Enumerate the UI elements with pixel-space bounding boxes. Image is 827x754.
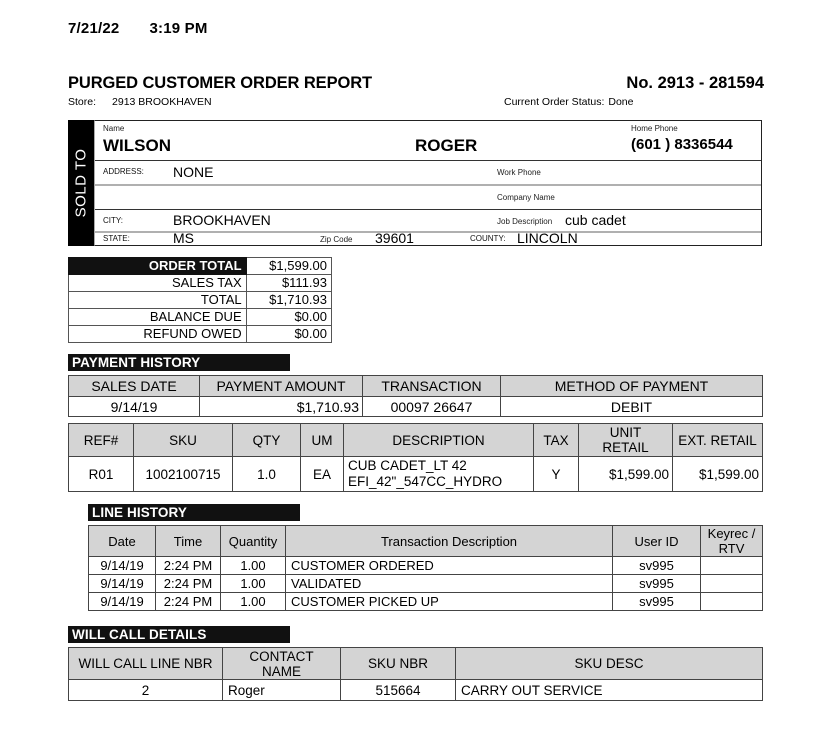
lineitem-description-line1: CUB CADET_LT 42 — [348, 458, 467, 473]
store-value: 2913 BROOKHAVEN — [112, 96, 212, 108]
table-row — [69, 292, 332, 309]
total-amount: $0.00 — [246, 309, 331, 326]
column-header-ref: REF# — [69, 424, 134, 457]
lineitem-tax: Y — [534, 457, 579, 492]
history-user-id: sv995 — [613, 575, 701, 593]
lineitem-sku: 1002100715 — [134, 457, 233, 492]
job-description-value: cub cadet — [565, 212, 626, 228]
county-label: COUNTY: — [470, 234, 506, 243]
total-amount: $1,599.00 — [246, 258, 331, 275]
sold-to-label: SOLD TO — [72, 148, 90, 218]
column-header-tax: TAX — [534, 424, 579, 457]
contact-name-line1: CONTACT — [249, 648, 314, 664]
unit-retail-line2: RETAIL — [602, 440, 649, 455]
history-description: CUSTOMER PICKED UP — [286, 593, 613, 611]
will-call-table — [68, 647, 763, 701]
history-keyrec — [701, 575, 763, 593]
table-row — [69, 326, 332, 343]
table-row — [89, 557, 763, 575]
sold-to-company-row — [95, 186, 761, 210]
payment-transaction: 00097 26647 — [363, 397, 501, 417]
lineitem-um: EA — [301, 457, 344, 492]
lineitem-description — [344, 457, 534, 492]
sold-to-grid — [94, 120, 762, 246]
unit-retail-line1: UNIT — [609, 425, 642, 440]
willcall-sku-desc: CARRY OUT SERVICE — [456, 680, 763, 701]
city-value: BROOKHAVEN — [173, 212, 271, 228]
payment-amount: $1,710.93 — [200, 397, 363, 417]
sold-to-label-bar — [68, 120, 94, 246]
keyrec-line1: Keyrec / — [707, 526, 756, 541]
address-value: NONE — [173, 164, 214, 180]
table-header-row — [89, 526, 763, 557]
history-user-id: sv995 — [613, 557, 701, 575]
history-date: 9/14/19 — [89, 557, 156, 575]
page-title: PURGED CUSTOMER ORDER REPORT — [68, 74, 373, 92]
city-label: CITY: — [103, 216, 124, 225]
contact-name-line2: NAME — [261, 663, 301, 679]
table-header-row — [69, 376, 763, 397]
table-header-row — [69, 648, 763, 680]
column-header-sku-nbr: SKU NBR — [341, 648, 456, 680]
store-label: Store: — [68, 96, 97, 108]
column-header-payment-amount: PAYMENT AMOUNT — [200, 376, 363, 397]
sold-to-state-row — [95, 230, 761, 246]
state-label: STATE: — [103, 234, 130, 243]
column-header-sku-desc: SKU DESC — [456, 648, 763, 680]
name-label: Name — [103, 124, 125, 133]
history-description: VALIDATED — [286, 575, 613, 593]
column-header-transaction: TRANSACTION — [363, 376, 501, 397]
history-keyrec — [701, 557, 763, 575]
work-phone-label: Work Phone — [497, 168, 541, 177]
history-keyrec — [701, 593, 763, 611]
column-header-qty: QTY — [233, 424, 301, 457]
line-items-table — [68, 423, 763, 492]
table-row — [89, 575, 763, 593]
payment-sales-date: 9/14/19 — [69, 397, 200, 417]
table-row — [69, 275, 332, 292]
willcall-sku-nbr: 515664 — [341, 680, 456, 701]
column-header-um: UM — [301, 424, 344, 457]
print-date: 7/21/22 — [68, 20, 120, 37]
order-status-value: Done — [608, 96, 634, 108]
column-header-method-of-payment: METHOD OF PAYMENT — [501, 376, 763, 397]
history-description: CUSTOMER ORDERED — [286, 557, 613, 575]
column-header-sku: SKU — [134, 424, 233, 457]
column-header-description: DESCRIPTION — [344, 424, 534, 457]
lineitem-ref: R01 — [69, 457, 134, 492]
history-quantity: 1.00 — [221, 557, 286, 575]
table-row — [69, 397, 763, 417]
lineitem-ext-retail: $1,599.00 — [673, 457, 763, 492]
history-user-id: sv995 — [613, 593, 701, 611]
history-time: 2:24 PM — [156, 575, 221, 593]
history-date: 9/14/19 — [89, 575, 156, 593]
column-header-time: Time — [156, 526, 221, 557]
column-header-unit-retail — [579, 424, 673, 457]
store-line — [68, 96, 212, 108]
column-header-keyrec-rtv — [701, 526, 763, 557]
column-header-sales-date: SALES DATE — [69, 376, 200, 397]
total-amount: $111.93 — [246, 275, 331, 292]
willcall-line-nbr: 2 — [69, 680, 223, 701]
line-history-banner: LINE HISTORY — [88, 504, 300, 521]
line-history-table — [88, 525, 763, 611]
column-header-user-id: User ID — [613, 526, 701, 557]
print-time: 3:19 PM — [149, 20, 208, 37]
column-header-ext-retail: EXT. RETAIL — [673, 424, 763, 457]
order-status-line — [504, 96, 633, 108]
history-quantity: 1.00 — [221, 593, 286, 611]
address-label: ADDRESS: — [103, 167, 144, 176]
customer-last-name: WILSON — [103, 136, 171, 155]
will-call-banner: WILL CALL DETAILS — [68, 626, 290, 643]
lineitem-description-line2: EFI_42"_547CC_HYDRO — [348, 474, 503, 489]
total-amount: $1,710.93 — [246, 292, 331, 309]
column-header-transaction-description: Transaction Description — [286, 526, 613, 557]
company-name-label: Company Name — [497, 193, 555, 202]
column-header-will-call-line-nbr: WILL CALL LINE NBR — [69, 648, 223, 680]
home-phone-label: Home Phone — [631, 124, 678, 133]
table-row — [89, 593, 763, 611]
total-label: ORDER TOTAL — [69, 258, 247, 275]
history-time: 2:24 PM — [156, 593, 221, 611]
total-label: BALANCE DUE — [69, 309, 247, 326]
table-row — [69, 309, 332, 326]
payment-history-table — [68, 375, 763, 417]
history-date: 9/14/19 — [89, 593, 156, 611]
state-value: MS — [173, 230, 194, 246]
lineitem-unit-retail: $1,599.00 — [579, 457, 673, 492]
column-header-quantity: Quantity — [221, 526, 286, 557]
total-amount: $0.00 — [246, 326, 331, 343]
table-row — [69, 680, 763, 701]
column-header-date: Date — [89, 526, 156, 557]
history-quantity: 1.00 — [221, 575, 286, 593]
total-label: REFUND OWED — [69, 326, 247, 343]
willcall-contact-name: Roger — [223, 680, 341, 701]
print-timestamp — [68, 20, 208, 37]
payment-method: DEBIT — [501, 397, 763, 417]
table-header-row — [69, 424, 763, 457]
order-totals-table — [68, 257, 332, 343]
total-label: TOTAL — [69, 292, 247, 309]
county-value: LINCOLN — [517, 230, 578, 246]
sold-to-name-row — [95, 121, 761, 161]
sold-to-city-row — [95, 210, 761, 233]
customer-first-name: ROGER — [415, 136, 478, 155]
table-row — [69, 457, 763, 492]
table-row — [69, 258, 332, 275]
zip-code-label: Zip Code — [320, 235, 353, 244]
keyrec-line2: RTV — [718, 541, 745, 556]
total-label: SALES TAX — [69, 275, 247, 292]
history-time: 2:24 PM — [156, 557, 221, 575]
job-description-label: Job Description — [497, 217, 553, 226]
zip-code-value: 39601 — [375, 230, 414, 246]
home-phone-value: (601 ) 8336544 — [631, 136, 733, 153]
order-status-label: Current Order Status: — [504, 96, 605, 108]
report-number: No. 2913 - 281594 — [626, 74, 764, 92]
payment-history-banner: PAYMENT HISTORY — [68, 354, 290, 371]
lineitem-qty: 1.0 — [233, 457, 301, 492]
sold-to-section — [68, 120, 762, 246]
sold-to-address-row — [95, 161, 761, 186]
column-header-contact-name — [223, 648, 341, 680]
